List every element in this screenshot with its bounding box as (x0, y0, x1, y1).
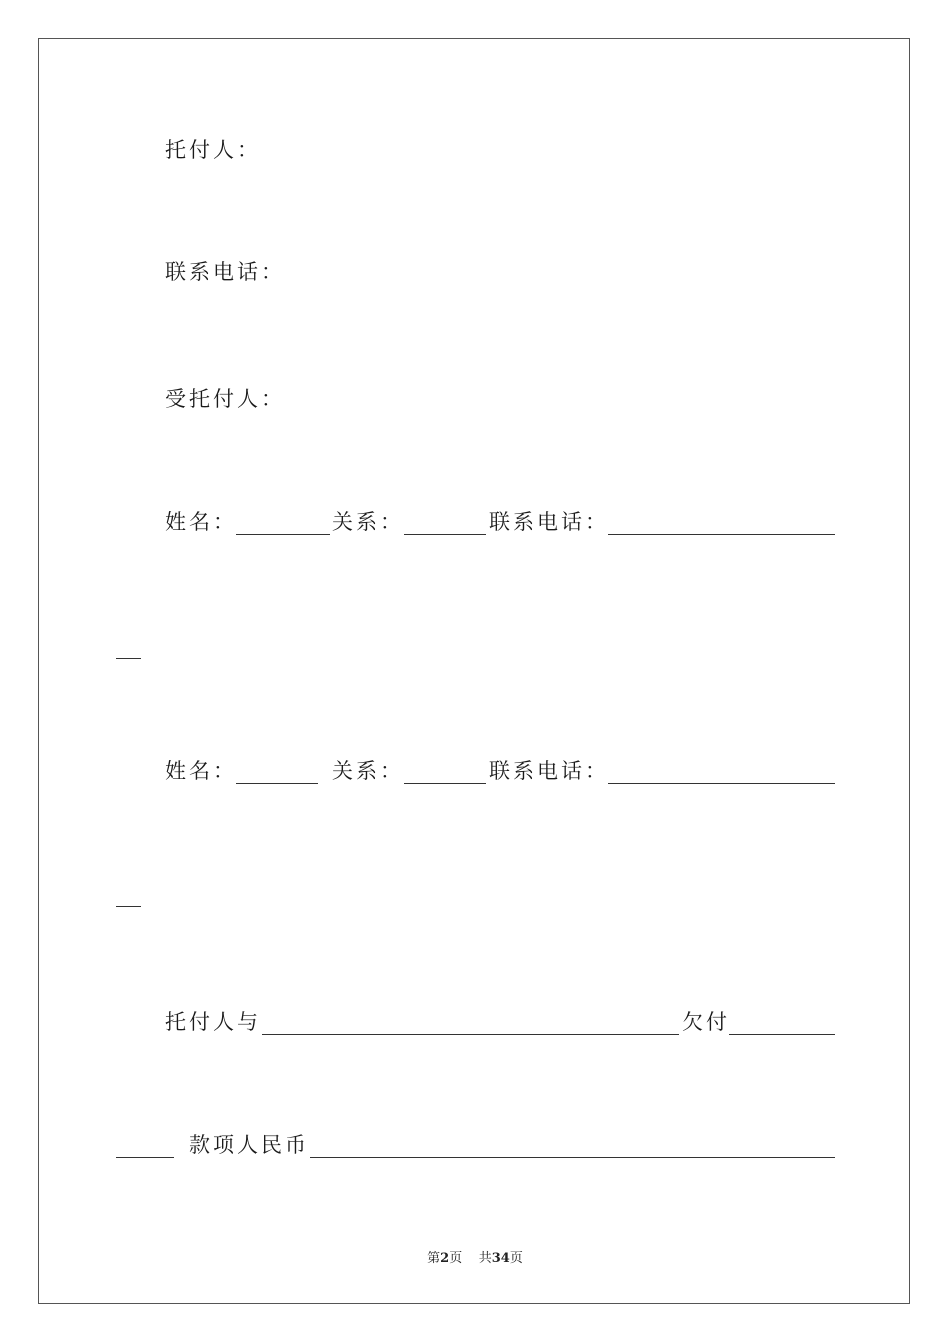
footer-page-number: 2 (440, 1251, 450, 1266)
trustee-1-relation-label: 关系： (332, 510, 404, 534)
trustee-1-phone-blank[interactable] (608, 534, 835, 535)
trustee-1-relation-blank[interactable] (404, 534, 486, 535)
footer-total-number: 34 (491, 1251, 510, 1266)
trustee-2-name-blank[interactable] (236, 783, 318, 784)
statement-prefix: 托付人与 (165, 1010, 261, 1034)
trustee-1-continuation (0, 630, 950, 662)
footer-total-prefix: 共 (478, 1251, 492, 1266)
creditor-blank[interactable] (262, 1034, 679, 1035)
trustee-2-phone-blank[interactable] (608, 783, 835, 784)
footer-total-suffix: 页 (509, 1251, 523, 1266)
footer-page-suffix: 页 (449, 1251, 463, 1266)
trustee-2-line (0, 755, 950, 787)
owed-blank-cont[interactable] (116, 1157, 174, 1158)
trustee-1-phone-label: 联系电话： (489, 510, 609, 534)
trustee-1-name-label: 姓名： (165, 510, 237, 534)
owed-blank[interactable] (729, 1034, 835, 1035)
footer-page-prefix: 第 (427, 1251, 441, 1266)
page-border (38, 38, 910, 1304)
amount-line (0, 1129, 950, 1161)
client-phone-label: 联系电话： (165, 260, 285, 284)
amount-blank[interactable] (310, 1157, 835, 1158)
trustee-line (0, 383, 950, 415)
trustee-1-name-blank[interactable] (236, 534, 330, 535)
trustee-2-phone-label: 联系电话： (489, 759, 609, 783)
statement-line (0, 1006, 950, 1038)
owed-label: 欠付 (682, 1010, 730, 1034)
trustee-2-continuation (0, 878, 950, 910)
trustee-2-relation-label: 关系： (332, 759, 404, 783)
trustee-label: 受托付人： (165, 387, 285, 411)
client-line (0, 134, 950, 166)
trustee-2-relation-blank[interactable] (404, 783, 486, 784)
client-label: 托付人： (165, 138, 261, 162)
trustee-1-line (0, 506, 950, 538)
page-footer (0, 1247, 950, 1266)
trustee-1-phone-blank-cont[interactable] (116, 658, 141, 659)
amount-label: 款项人民币 (189, 1133, 309, 1157)
trustee-2-name-label: 姓名： (165, 759, 237, 783)
client-phone-line (0, 256, 950, 288)
trustee-2-phone-blank-cont[interactable] (116, 906, 141, 907)
